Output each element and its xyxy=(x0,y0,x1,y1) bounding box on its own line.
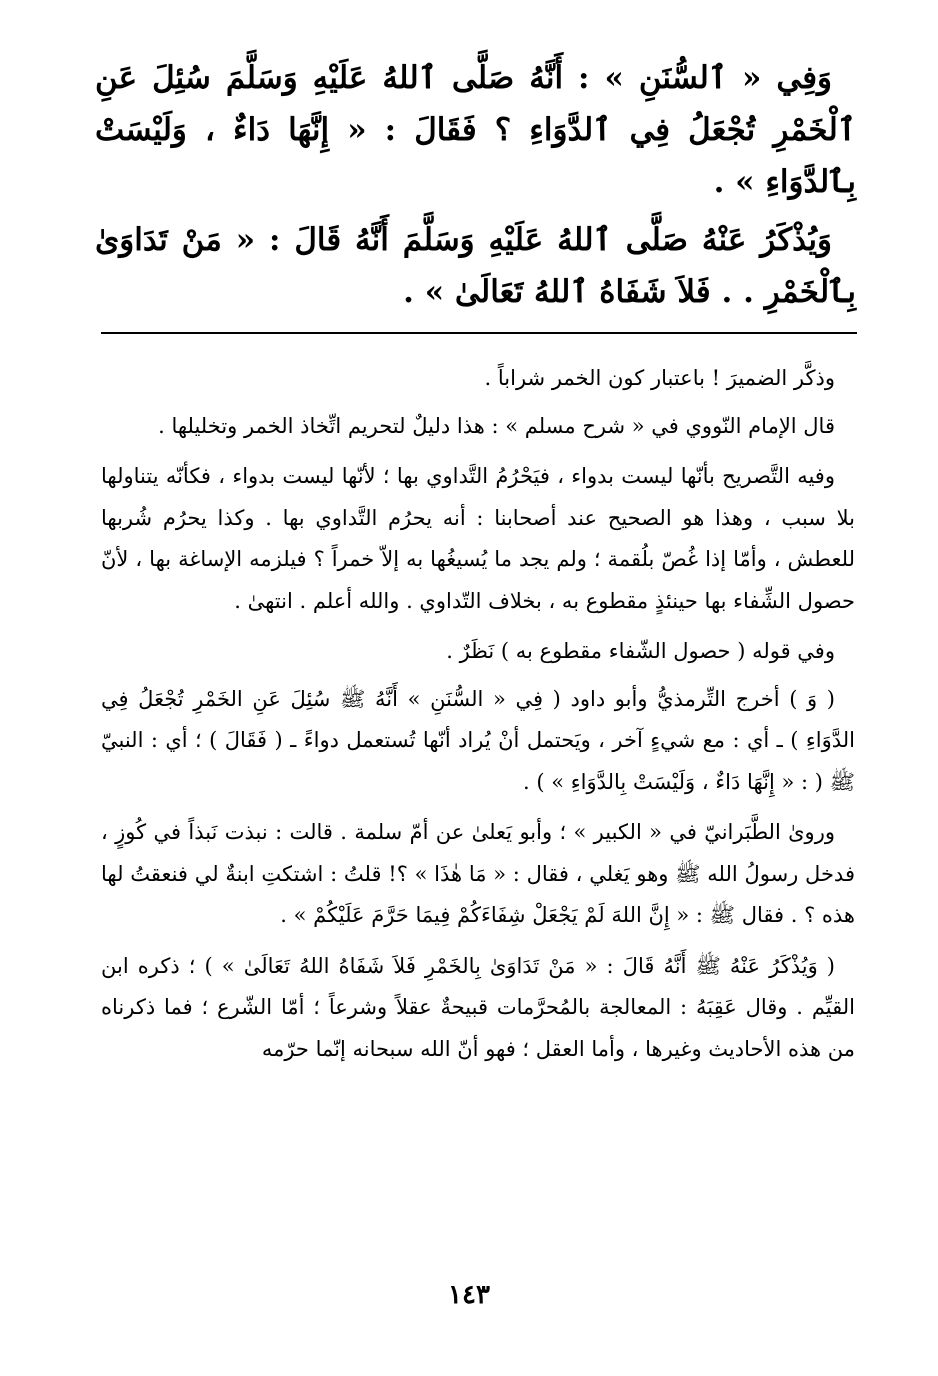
main-text xyxy=(95,52,856,324)
footnote-separator xyxy=(101,332,857,334)
commentary-paragraph: وفيه التَّصريح بأنّها ليست بدواء ، فيَحْرُمُ التَّداوي بها ؛ لأنّها ليست بدواء ، فكأنّه يتناولها بلا سبب ، وهذا هو الصحيح عند أصحابنا : أنه يحرُم التَّداوي بها . وكذا يحرُم شُربها للعطش ، وأمّا إذا غُصّ بلُقمة ؛ ولم يجد ما يُسيغُها به إلاّ خمراً ؟ فيلزمه الإساغة بها ، لأنّ حصول الشِّفاء بها حينئذٍ مقطوع به ، بخلاف التّداوي . والله أعلم . انتهىٰ . xyxy=(101,464,855,613)
commentary-paragraph: قال الإمام النّووي في « شرح مسلم » : هذا دليلٌ لتحريم اتِّخاذ الخمر وتخليلها . xyxy=(158,413,835,438)
commentary-paragraph: وذكَّر الضميرَ ! باعتبار كون الخمر شراباً . xyxy=(484,366,835,390)
commentary-paragraph: وروىٰ الطَّبَرانيّ في « الكبير » ؛ وأبو يَعلىٰ عن أمّ سلمة . قالت : نبذت نَبذاً في كُوزٍ ، فدخل رسولُ الله ﷺ وهو يَغلي ، فقال : « مَا هٰذَا » ؟! قلتُ : اشتكتِ ابنةٌ لي فنعقتُ لها هذه ؟ . فقال ﷺ : « إِنَّ اللهَ لَمْ يَجْعَلْ شِفَاءَكُمْ فِيمَا حَرَّمَ عَلَيْكُمْ » . xyxy=(101,820,855,927)
commentary-paragraph: ( وَ ) أخرج التِّرمذيُّ وأبو داود ( فِي « السُّنَنِ » أَنَّهُ ﷺ سُئِلَ عَنِ الخَمْرِ تُجْعَلُ فِي الدَّوَاءِ ) ـ أي : مع شيءٍ آخر ، ويَحتمل أنْ يُراد أنّها تُستعمل دواءً ـ ( فَقَالَ ) ؛ أي : النبيّ ﷺ ( : « إِنَّهَا دَاءٌ ، وَلَيْسَتْ بِالدَّوَاءِ » ) . xyxy=(101,686,855,794)
commentary-paragraph: وفي قوله ( حصول الشّفاء مقطوع به ) نَظَرٌ . xyxy=(446,639,835,663)
main-paragraph: وَيُذْكَرُ عَنْهُ صَلَّى ٱللهُ عَلَيْهِ وَسَلَّمَ أَنَّهُ قَالَ : « مَنْ تَدَاوَىٰ بِٱلْخَمْرِ . . فَلاَ شَفَاهُ ٱللهُ تَعَالَىٰ » . xyxy=(95,222,856,310)
page-number: ١٤٣ xyxy=(448,1280,490,1310)
main-paragraph: وَفِي « ٱلسُّنَنِ » : أَنَّهُ صَلَّى ٱللهُ عَلَيْهِ وَسَلَّمَ سُئِلَ عَنِ ٱلْخَمْرِ تُجْعَلُ فِي ٱلدَّوَاءِ ؟ فَقَالَ : « إِنَّهَا دَاءٌ ، وَلَيْسَتْ بِٱلدَّوَاءِ » . xyxy=(95,60,856,200)
commentary-paragraph: ( وَيُذْكَرُ عَنْهُ ﷺ أَنَّهُ قَالَ : « مَنْ تَدَاوَىٰ بِالخَمْرِ فَلاَ شَفَاهُ اللهُ تَعَالَىٰ » ) ؛ ذكره ابن القيِّم . وقال عَقِبَهُ : المعالجة بالمُحرَّمات قبيحةٌ عقلاً وشرعاً ؛ أمّا الشّرع ؛ فما ذكرناه من هذه الأحاديث وغيرها ، وأما العقل ؛ فهو أنّ الله سبحانه إنّما حرّمه xyxy=(101,953,855,1061)
commentary xyxy=(101,358,855,1079)
